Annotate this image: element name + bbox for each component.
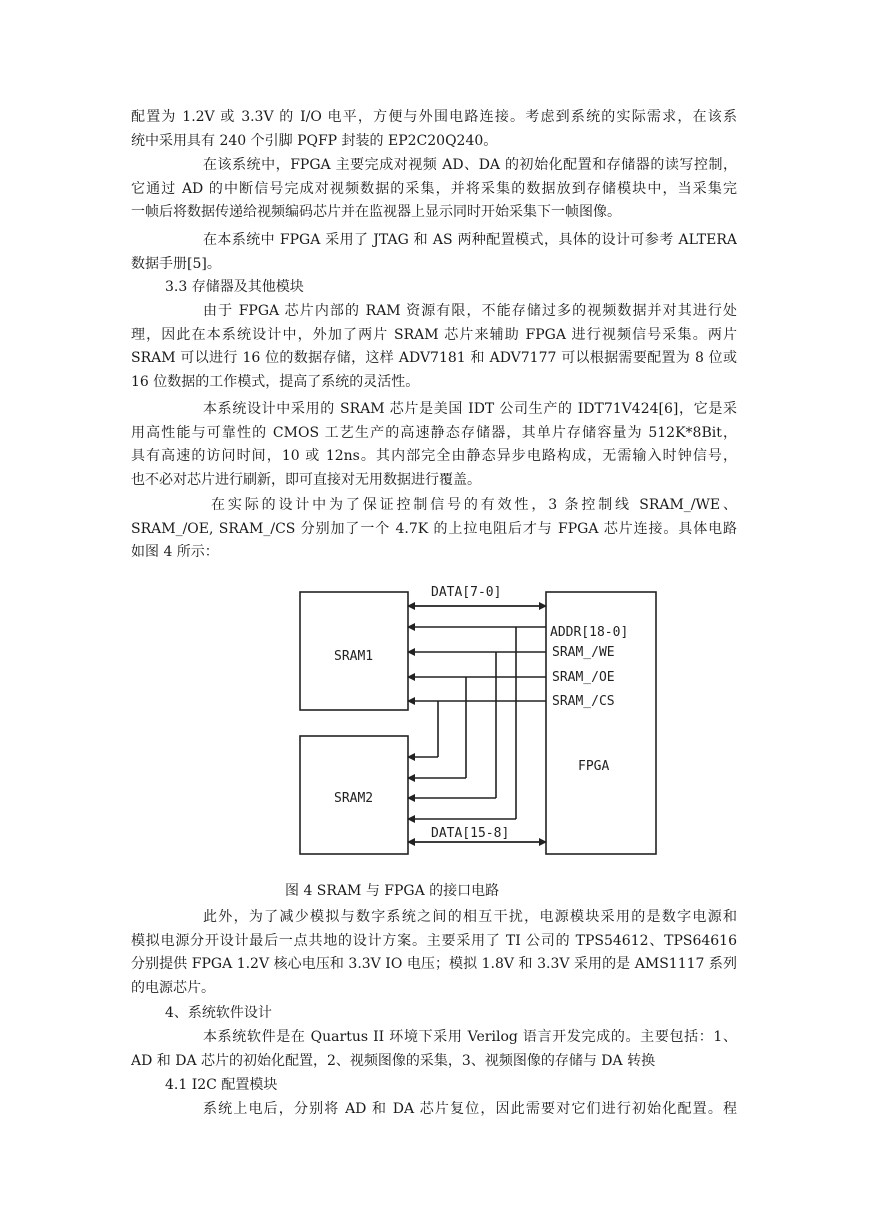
section-heading-3-3: 3.3 存储器及其他模块 (165, 279, 304, 295)
cs-label: SRAM_/CS (552, 694, 615, 709)
text-line: SRAM 可以进行 16 位的数据存储，这样 ADV7181 和 ADV7177 可以根据需要配置为 8 位或 (131, 350, 737, 366)
fpga-label: FPGA (578, 759, 610, 774)
paragraph-2 (131, 154, 737, 225)
section-heading-4: 4、系统软件设计 (165, 1005, 272, 1021)
text-line: 一帧后将数据传递给视频编码芯片并在监视器上显示同时开始采集下一帧图像。 (131, 204, 621, 220)
text-line: AD 和 DA 芯片的初始化配置，2、视频图像的采集，3、视频图像的存储与 DA 转换 (131, 1052, 656, 1069)
text-line: 由于 FPGA 芯片内部的 RAM 资源有限，不能存储过多的视频数据并对其进行处 (203, 303, 737, 319)
paragraph-5 (131, 398, 737, 492)
text-line: 的电源芯片。 (131, 979, 215, 996)
text-line: 统中采用具有 240 个引脚 PQFP 封装的 EP2C20Q240。 (131, 132, 498, 149)
text-line: 系统上电后，分别将 AD 和 DA 芯片复位，因此需要对它们进行初始化配置。程 (203, 1101, 737, 1117)
paragraph-3 (131, 229, 737, 276)
oe-label: SRAM_/OE (552, 670, 615, 685)
text-line: 分别提供 FPGA 1.2V 核心电压和 3.3V IO 电压；模拟 1.8V 和 3.3V 采用的是 AMS1117 系列 (131, 956, 737, 972)
text-line: 16 位数据的工作模式，提高了系统的灵活性。 (131, 373, 420, 390)
text-line: 配置为 1.2V 或 3.3V 的 I/O 电平，方便与外围电路连接。考虑到系统的实际需求，在该系 (131, 109, 737, 125)
section-heading-4-1: 4.1 I2C 配置模块 (165, 1077, 278, 1093)
figure-caption: 图 4 SRAM 与 FPGA 的接口电路 (285, 883, 500, 899)
text-line: 理，因此在本系统设计中，外加了两片 SRAM 芯片来辅助 FPGA 进行视频信号采集。两片 (131, 326, 737, 343)
paragraph-8 (131, 1026, 737, 1073)
sram1-label: SRAM1 (334, 649, 374, 664)
text-line: 数据手册[5]。 (131, 255, 221, 272)
data-bottom-label: DATA[15-8] (431, 826, 510, 841)
text-line: 用高性能与可靠性的 CMOS 工艺生产的高速静态存储器，其单片存储容量为 512K*8Bit， (131, 424, 737, 441)
text-line: 本系统软件是在 Quartus II 环境下采用 Verilog 语言开发完成的。主要包括：1、 (203, 1029, 737, 1045)
circuit-svg (296, 580, 660, 858)
paragraph-7 (131, 906, 737, 1000)
text-line: 它通过 AD 的中断信号完成对视频数据的采集，并将采集的数据放到存储模块中，当采集完 (131, 180, 737, 197)
we-label: SRAM_/WE (552, 645, 615, 660)
text-line: SRAM_/OE, SRAM_/CS 分别加了一个 4.7K 的上拉电阻后才与 FPGA 芯片连接。具体电路 (131, 520, 737, 537)
text-line: 也不必对芯片进行刷新，即可直接对无用数据进行覆盖。 (131, 471, 481, 488)
text-line: 在该系统中，FPGA 主要完成对视频 AD、DA 的初始化配置和存储器的读写控制， (203, 157, 737, 173)
sram2-label: SRAM2 (334, 791, 374, 806)
paragraph-4 (131, 300, 737, 394)
text-line: 此外，为了减少模拟与数字系统之间的相互干扰，电源模块采用的是数字电源和 (203, 909, 737, 925)
text-line: 具有高速的访问时间，10 或 12ns。其内部完全由静态异步电路构成，无需输入时钟信号， (131, 448, 737, 464)
text-line: 本系统设计中采用的 SRAM 芯片是美国 IDT 公司生产的 IDT71V424[6]，它是采 (203, 401, 737, 417)
text-line: 模拟电源分开设计最后一点共地的设计方案。主要采用了 TI 公司的 TPS54612、TPS64616 (131, 932, 737, 949)
paragraph-1 (131, 106, 737, 153)
addr-label: ADDR[18-0] (550, 625, 629, 640)
text-line: 如图 4 所示： (131, 544, 219, 560)
paragraph-6 (131, 494, 737, 565)
text-line: 在实际的设计中为了保证控制信号的有效性，3 条控制线 SRAM_/WE、 (211, 497, 737, 513)
text-line: 在本系统中 FPGA 采用了 JTAG 和 AS 两种配置模式，具体的设计可参考 ALTERA (203, 232, 737, 248)
paragraph-9 (131, 1098, 737, 1122)
circuit-diagram (296, 580, 660, 858)
data-top-label: DATA[7-0] (431, 585, 502, 600)
